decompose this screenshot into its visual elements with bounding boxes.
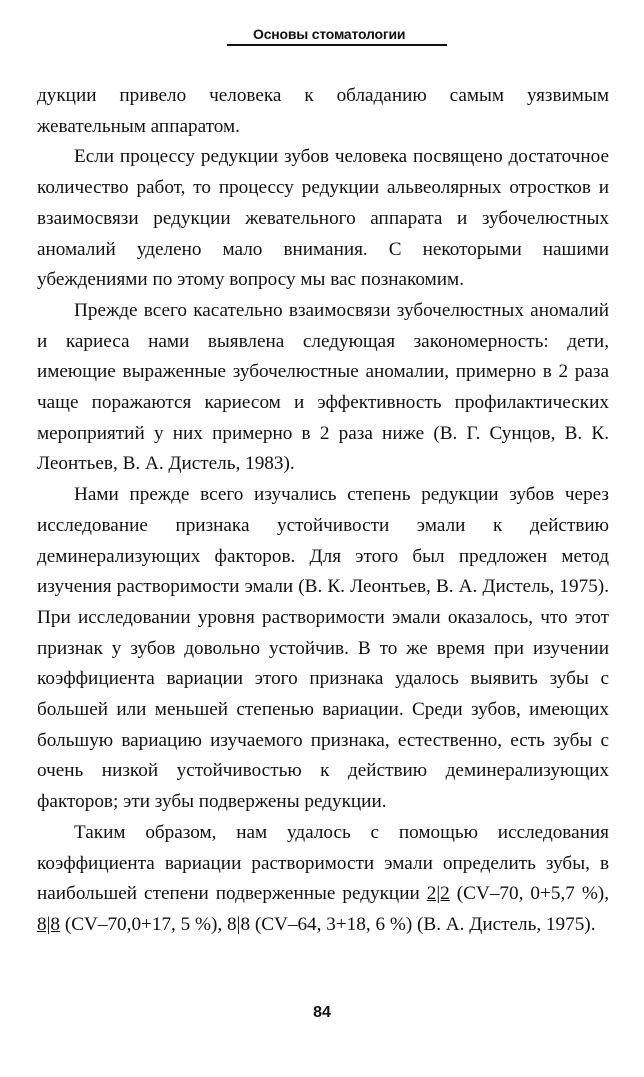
paragraph-text: (CV–70, 0+5,7 %), (449, 883, 609, 905)
paragraph: Прежде всего касательно взаимосвязи зубочелюстных аномалий и кариеса нами выявлена следующая закономерность: дети, имеющие выраженные зубочелюстные аномалии, примерно в 2 раза чаще поражаются кариесом и эффективность профилактических мероприятий у них примерно в 2 раза ниже (В. Г. Сунцов, В. К. Леонтьев, В. А. Дистель, 1983). (37, 299, 609, 475)
running-title: Основы стоматологии (253, 26, 406, 42)
page-number: 84 (313, 1004, 331, 1021)
tooth-formula: 8|8 (37, 913, 61, 935)
running-header (37, 22, 609, 48)
header-rule (227, 44, 447, 46)
body-text (37, 81, 609, 941)
tooth-formula: 2|2 (426, 883, 450, 905)
paragraph-continued: дукции привело человека к обладанию самым уязвимым жевательным аппаратом. (37, 85, 609, 137)
paragraph-text: (CV–70,0+17, 5 %), 8|8 (CV–64, 3+18, 6 %) (В. А. Дистель, 1975). (60, 913, 596, 935)
paragraph: Если процессу редукции зубов человека посвящено достаточное количество работ, то процессу редукции альвеолярных отростков и взаимосвязи редукции жевательного аппарата и зубочелюстных аномалий уделено мало внимания. С некоторыми нашими убеждениями по этому вопросу мы вас познакомим. (37, 146, 609, 291)
paragraph-text: Таким образом, нам удалось с помощью исследования коэффициента вариации растворимости эмали определить зубы, в наибольшей степени подверженные редукции (37, 821, 609, 905)
paragraph: Нами прежде всего изучались степень редукции зубов через исследование признака устойчивости эмали к действию деминерализующих факторов. Для этого был предложен метод изучения растворимости эмали (В. К. Леонтьев, В. А. Дистель, 1975). При исследовании уровня растворимости эмали оказалось, что этот признак у зубов довольно устойчив. В то же время при изучении коэффициента вариации этого признака удалось выявить зубы с большей или меньшей степенью вариации. Среди зубов, имеющих большую вариацию изучаемого признака, естественно, есть зубы с очень низкой устойчивостью к действию деминерализующих факторов; эти зубы подвержены редукции. (37, 484, 609, 813)
paragraph-conclusion (37, 818, 609, 941)
